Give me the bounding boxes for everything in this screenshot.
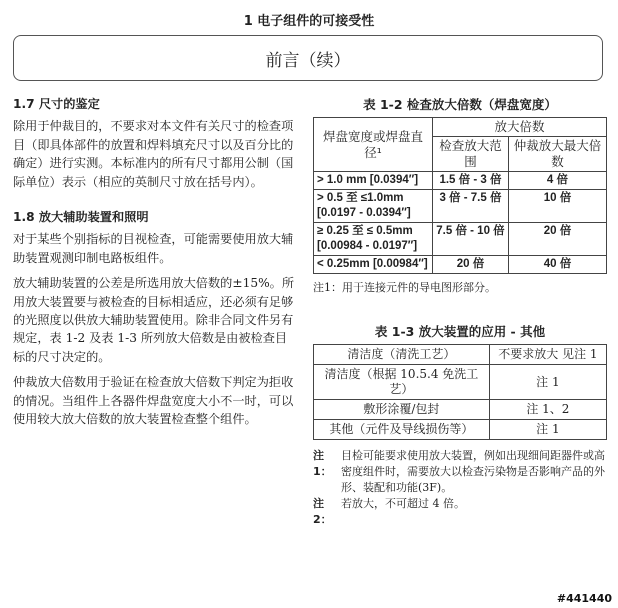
section-1-7-heading: 1.7 尺寸的鉴定 (13, 97, 100, 111)
cell-value: 注 1、2 (489, 400, 606, 420)
cell-max: 40 倍 (508, 256, 606, 274)
cell-range: 1.5 倍 - 3 倍 (433, 172, 509, 190)
cell-max: 4 倍 (508, 172, 606, 190)
right-column (313, 95, 607, 528)
document-id-stamp: #441440 (556, 592, 612, 605)
cell-value: 不要求放大 见注 1 (489, 345, 606, 365)
table-1-2-header-max: 仲裁放大最大倍数 (508, 137, 606, 172)
table-1-2-note: 注1：用于连接元件的导电图形部分。 (313, 281, 496, 294)
cell-width: > 0.5 至 ≤1.0mm [0.0197 - 0.0394″] (314, 190, 433, 223)
table-row (314, 172, 607, 190)
cell-value: 注 1 (489, 420, 606, 440)
note-1-text: 目检可能要求使用放大装置，例如出现细间距器件或高密度组件时，需要放大以检查污染物是否影响产品的外形、装配和功能(3F)。 (341, 449, 605, 494)
cell-item: 清洁度（根据 10.5.4 免洗工艺） (314, 365, 490, 400)
left-column (13, 95, 296, 436)
table-1-2-header-range: 检查放大范围 (433, 137, 509, 172)
section-1-8-para-1: 对于某些个别指标的目视检查，可能需要使用放大辅助装置观测印制电路板组件。 (13, 232, 294, 265)
table-1-2-caption: 表 1-2 检查放大倍数（焊盘宽度） (363, 97, 557, 112)
note-2-label: 注 2： (313, 497, 332, 526)
cell-range: 7.5 倍 - 10 倍 (433, 223, 509, 256)
table-1-3-caption: 表 1-3 放大装置的应用 - 其他 (374, 324, 546, 339)
cell-item: 清洁度（清洗工艺） (314, 345, 490, 365)
note-2 (313, 496, 607, 528)
table-1-3 (313, 344, 607, 440)
table-row (314, 345, 607, 365)
cell-width: < 0.25mm [0.00984″] (314, 256, 433, 274)
cell-value: 注 1 (489, 365, 606, 400)
table-1-2-header-group: 放大倍数 (433, 118, 607, 137)
table-row (314, 365, 607, 400)
table-row (314, 256, 607, 274)
cell-max: 20 倍 (508, 223, 606, 256)
section-1-8-para-2: 放大辅助装置的公差是所选用放大倍数的±15%。所用放大装置要与被检查的目标相适应，还必须有足够的光照度以供放大辅助装置使用。除非合同文件另有规定，表 1-2 及表 1-3 所列放大倍数是由被检查目标的尺寸决定的。 (13, 276, 295, 364)
table-row (314, 400, 607, 420)
section-1-8-heading: 1.8 放大辅助装置和照明 (13, 210, 149, 225)
section-banner (13, 35, 603, 81)
banner-title: 前言（续） (265, 50, 351, 71)
cell-width: ≥ 0.25 至 ≤ 0.5mm [0.00984 - 0.0197″] (314, 223, 433, 256)
table-row (314, 420, 607, 440)
chapter-title: 1 电子组件的可接受性 (243, 14, 375, 29)
table-1-2 (313, 117, 607, 274)
note-1 (313, 448, 607, 496)
cell-width: > 1.0 mm [0.0394″] (314, 172, 433, 190)
table-row (314, 190, 607, 223)
cell-item: 敷形涂覆/包封 (314, 400, 490, 420)
table-row (314, 223, 607, 256)
note-1-label: 注1： (313, 449, 332, 478)
section-1-8-para-3: 仲裁放大倍数用于验证在检查放大倍数下判定为拒收的情况。当组件上各器件焊盘宽度大小不一时，可以使用较大放大倍数的放大装置检查整个组件。 (13, 375, 294, 427)
cell-range: 20 倍 (433, 256, 509, 274)
section-1-7-body: 除用于仲裁目的，不要求对本文件有关尺寸的检查项目（即具体部件的放置和焊料填充尺寸以及百分比的确定）进行实测。本标准内的所有尺寸都用公制（国际单位）表示（相应的英制尺寸放在括号内）。 (13, 119, 294, 189)
cell-max: 10 倍 (508, 190, 606, 223)
table-1-3-notes (313, 448, 607, 528)
cell-range: 3 倍 - 7.5 倍 (433, 190, 509, 223)
table-1-2-header-width: 焊盘宽度或焊盘直径¹ (314, 118, 433, 172)
note-2-text: 若放大，不可超过 4 倍。 (341, 497, 465, 510)
cell-item: 其他（元件及导线损伤等） (314, 420, 490, 440)
